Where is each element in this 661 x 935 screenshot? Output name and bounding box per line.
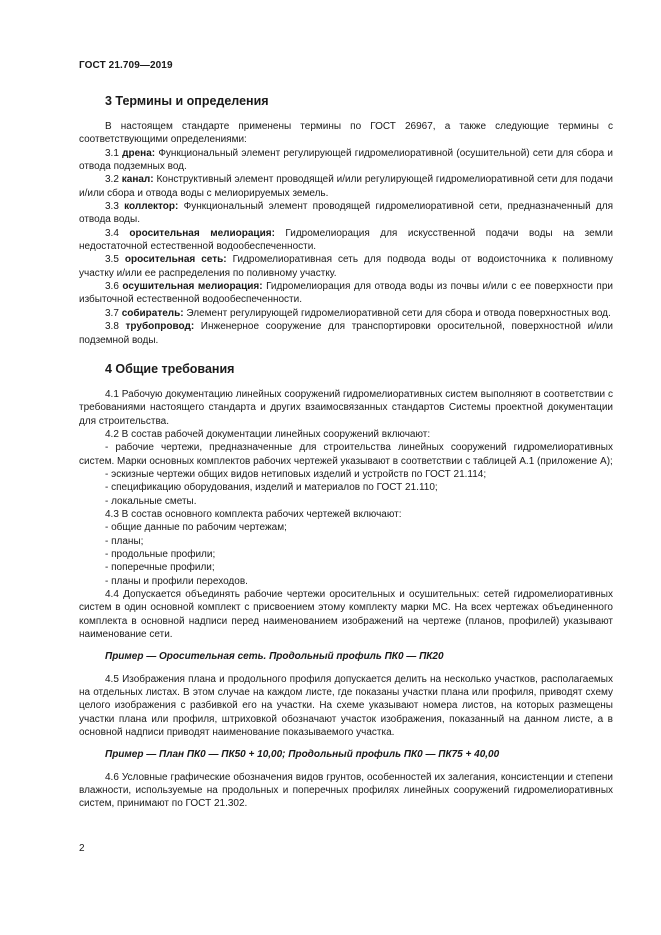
term-3-8: 3.8 трубопровод: Инженерное сооружение для транспортировки оросительной, поверхностной и/или подземной воды. (79, 321, 614, 346)
list-item: - планы и профили переходов. (105, 575, 248, 587)
para-4-4: 4.4 Допускается объединять рабочие чертежи оросительных и осушительных: сетей гидромелиоративных систем в один основной комплект с присвоением этому комплекту марки МС. На всех чертежах объединенного комплекта в основной надписи перед наименованием изображений на чертеже (планов, профилей) указывают наименование сети. (79, 589, 613, 641)
term-3-7: 3.7 собиратель: Элемент регулирующей гидромелиоративной сети для сбора и отвода поверхностных вод. (105, 307, 611, 319)
term-3-1: 3.1 дрена: Функциональный элемент регулирующей гидромелиоративной (осушительной) сети для сбора и отвода подземных вод. (79, 147, 614, 173)
para-4-3: 4.3 В состав основного комплекта рабочих чертежей включают: (105, 508, 402, 520)
section-3-intro: В настоящем стандарте применены термины по ГОСТ 26967, а также следующие термины с соответствующими определениями: (79, 121, 613, 146)
list-item: - планы; (105, 535, 144, 547)
standard-header: ГОСТ 21.709—2019 (79, 60, 173, 71)
list-item: - эскизные чертежи общих видов нетиповых изделий и устройств по ГОСТ 21.114; (105, 468, 487, 480)
list-item: - общие данные по рабочим чертежам; (105, 522, 287, 534)
para-4-2: 4.2 В состав рабочей документации линейных сооружений включают: (105, 428, 431, 440)
term-3-5: 3.5 оросительная сеть: Гидромелиоративная сеть для подвода воды от водоисточника к поливному участку и/или ее распределения по поливному участку. (79, 254, 613, 279)
list-item: - рабочие чертежи, предназначенные для строительства линейных сооружений гидромелиоративных систем. Марки основных комплектов рабочих чертежей указывают в соответствии с таблицей А.1 (приложение А); (79, 442, 613, 467)
para-4-1: 4.1 Рабочую документацию линейных сооружений гидромелиоративных систем выполняют в соответствии с требованиями настоящего стандарта и других взаимосвязанных стандартов Системы проектной документации для строительства. (79, 388, 613, 427)
term-3-4: 3.4 оросительная мелиорация: Гидромелиорация для искусственной подачи воды на земли недостаточной естественной водообеспеченности. (79, 227, 613, 253)
para-4-5: 4.5 Изображения плана и продольного профиля допускается делить на несколько участков, располагаемых на отдельных листах. В этом случае на каждом листе, где показаны участки плана или профиля, приводят схему целого изображения с разбивкой его на участки. На схеме указывают номера листов, на которых размещены участки плана или профиля, штриховкой обозначают участок изображения, показанный на данном листе, а в основной надписи приводят наименование показываемого участка. (79, 673, 613, 739)
term-3-2: 3.2 канал: Конструктивный элемент проводящей и/или регулирующей гидромелиоративной сети для подачи и/или сбора и отвода воды с мелиорируемых земель. (79, 174, 613, 199)
section-4-title: 4 Общие требования (105, 361, 235, 376)
term-3-3: 3.3 коллектор: Функциональный элемент проводящей гидромелиоративной сети, предназначенный для отвода воды. (79, 201, 613, 226)
document-body (79, 93, 613, 811)
example-2: Пример — План ПК0 — ПК50 + 10,00; Продольный профиль ПК0 — ПК75 + 40,00 (105, 749, 500, 761)
example-1: Пример — Оросительная сеть. Продольный профиль ПК0 — ПК20 (105, 651, 444, 663)
list-item: - продольные профили; (105, 548, 216, 560)
term-3-6: 3.6 осушительная мелиорация: Гидромелиорация для отвода воды из почвы и/или с ее поверхности при избыточной естественной водообеспеченности. (79, 281, 613, 306)
page-number: 2 (79, 843, 85, 854)
para-4-6: 4.6 Условные графические обозначения видов грунтов, особенностей их залегания, консистенции и степени влажности, используемые на продольных и поперечных профилях линейных сооружений гидромелиоративных систем, принимают по ГОСТ 21.302. (79, 771, 613, 810)
list-item: - спецификацию оборудования, изделий и материалов по ГОСТ 21.110; (105, 482, 438, 494)
section-3-title: 3 Термины и определения (105, 94, 269, 108)
list-item: - поперечные профили; (105, 562, 215, 574)
list-item: - локальные сметы. (105, 495, 197, 507)
